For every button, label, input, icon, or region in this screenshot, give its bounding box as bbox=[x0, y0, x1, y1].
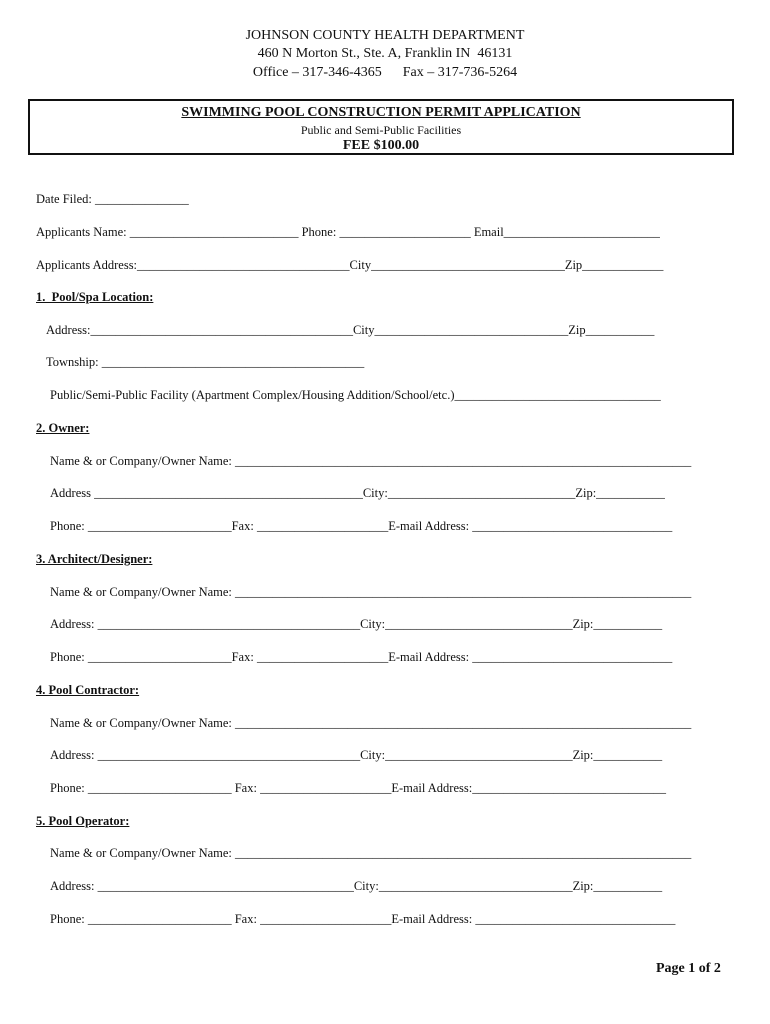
pool-address-field[interactable]: Address:__________________________________________City_______________________________Zip___________ bbox=[46, 323, 655, 337]
org-contact: Office – 317-346-4365 Fax – 317-736-5264 bbox=[252, 65, 518, 80]
operator-address-field[interactable]: Address: _________________________________________City:_______________________________Zip:___________ bbox=[50, 879, 663, 893]
applicant-name-phone-email-field[interactable]: Applicants Name: ___________________________ Phone: _____________________ Email_________________________ bbox=[36, 225, 660, 239]
date-filed-field[interactable]: Date Filed: _______________ bbox=[36, 192, 189, 206]
form-title: SWIMMING POOL CONSTRUCTION PERMIT APPLICATION bbox=[181, 105, 581, 120]
title-box bbox=[28, 99, 734, 155]
form-subtitle: Public and Semi-Public Facilities bbox=[300, 123, 462, 137]
architect-name-field[interactable]: Name & or Company/Owner Name: _________________________________________________________________________ bbox=[50, 585, 692, 599]
contractor-name-field[interactable]: Name & or Company/Owner Name: _________________________________________________________________________ bbox=[50, 716, 692, 730]
section-operator: 5. Pool Operator: bbox=[36, 814, 130, 828]
pool-township-field[interactable]: Township: __________________________________________ bbox=[46, 355, 365, 369]
operator-name-field[interactable]: Name & or Company/Owner Name: _________________________________________________________________________ bbox=[50, 846, 692, 860]
pool-facility-field[interactable]: Public/Semi-Public Facility (Apartment Complex/Housing Addition/School/etc.)_________________________________ bbox=[50, 388, 661, 402]
owner-address-field[interactable]: Address ___________________________________________City:______________________________Zip:___________ bbox=[50, 486, 665, 500]
section-architect: 3. Architect/Designer: bbox=[36, 552, 153, 566]
org-address: 460 N Morton St., Ste. A, Franklin IN 46131 bbox=[257, 46, 513, 61]
section-pool-location: 1. Pool/Spa Location: bbox=[36, 290, 154, 304]
owner-name-field[interactable]: Name & or Company/Owner Name: _________________________________________________________________________ bbox=[50, 454, 692, 468]
architect-address-field[interactable]: Address: __________________________________________City:______________________________Zip:___________ bbox=[50, 617, 663, 631]
org-name: JOHNSON COUNTY HEALTH DEPARTMENT bbox=[245, 28, 525, 43]
contractor-address-field[interactable]: Address: __________________________________________City:______________________________Zip:___________ bbox=[50, 748, 663, 762]
page-number: Page 1 of 2 bbox=[656, 961, 721, 976]
contractor-phone-field[interactable]: Phone: _______________________ Fax: _____________________E-mail Address:_______________________________ bbox=[50, 781, 666, 795]
applicant-address-field[interactable]: Applicants Address:__________________________________City_______________________________Zip_____________ bbox=[36, 258, 664, 272]
operator-phone-field[interactable]: Phone: _______________________ Fax: _____________________E-mail Address: ________________________________ bbox=[50, 912, 676, 926]
form-fee: FEE $100.00 bbox=[342, 138, 420, 153]
architect-phone-field[interactable]: Phone: _______________________Fax: _____________________E-mail Address: ________________________________ bbox=[50, 650, 673, 664]
section-contractor: 4. Pool Contractor: bbox=[36, 683, 140, 697]
owner-phone-field[interactable]: Phone: _______________________Fax: _____________________E-mail Address: ________________________________ bbox=[50, 519, 673, 533]
section-owner: 2. Owner: bbox=[36, 421, 90, 435]
